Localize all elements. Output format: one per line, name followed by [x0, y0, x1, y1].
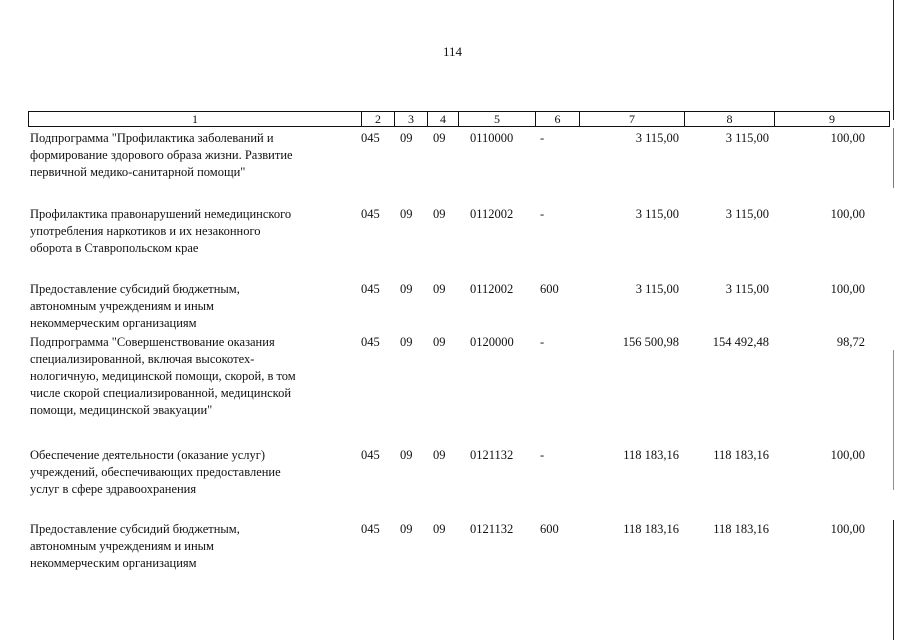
cell-subsection: 09 — [433, 207, 446, 221]
row-description — [30, 521, 350, 572]
table-header-col-2: 2 — [361, 112, 394, 126]
cell-percent: 100,00 — [830, 282, 865, 296]
row-description-line: помощи, медицинской эвакуации" — [30, 403, 213, 417]
cell-subsection: 09 — [433, 448, 446, 462]
cell-executed: 118 183,16 — [713, 522, 769, 536]
row-description-line: Обеспечение деятельности (оказание услуг) — [30, 448, 266, 462]
row-description — [30, 281, 350, 332]
cell-planned: 156 500,98 — [622, 335, 679, 349]
cell-expense-type: 600 — [540, 282, 559, 296]
cell-target-code: 0110000 — [470, 131, 514, 145]
cell-expense-type: - — [540, 448, 545, 462]
cell-executed: 3 115,00 — [725, 282, 769, 296]
cell-admin-code: 045 — [361, 282, 380, 296]
cell-section: 09 — [400, 207, 413, 221]
row-description-line: употребления наркотиков и их незаконного — [30, 224, 261, 238]
row-description-line: услуг в сфере здравоохранения — [30, 482, 197, 496]
table-header-col-6: 6 — [535, 112, 579, 126]
cell-subsection: 09 — [433, 131, 446, 145]
cell-target-code: 0121132 — [470, 448, 514, 462]
cell-executed: 154 492,48 — [712, 335, 769, 349]
cell-section: 09 — [400, 335, 413, 349]
cell-section: 09 — [400, 282, 413, 296]
cell-section: 09 — [400, 131, 413, 145]
table-header-col-1: 1 — [192, 112, 198, 126]
row-description-line: Предоставление субсидий бюджетным, — [30, 282, 240, 296]
cell-percent: 100,00 — [830, 522, 865, 536]
row-description-line: нологичную, медицинской помощи, скорой, в том — [30, 369, 296, 383]
cell-subsection: 09 — [433, 335, 446, 349]
row-description-line: оборота в Ставропольском крае — [30, 241, 199, 255]
row-description-line: автономным учреждениям и иным — [30, 299, 214, 313]
cell-percent: 100,00 — [830, 448, 865, 462]
cell-target-code: 0120000 — [470, 335, 514, 349]
scan-edge-mark — [893, 350, 894, 490]
scan-edge-mark — [893, 520, 894, 640]
cell-percent: 98,72 — [836, 335, 865, 349]
cell-planned: 118 183,16 — [623, 522, 679, 536]
cell-target-code: 0112002 — [470, 282, 514, 296]
row-description-line: некоммерческим организациям — [30, 316, 197, 330]
cell-expense-type: 600 — [540, 522, 559, 536]
row-description-line: Предоставление субсидий бюджетным, — [30, 522, 240, 536]
row-description-line: числе скорой специализированной, медицинской — [30, 386, 292, 400]
cell-percent: 100,00 — [830, 131, 865, 145]
cell-admin-code: 045 — [361, 207, 380, 221]
cell-target-code: 0121132 — [470, 522, 514, 536]
cell-planned: 118 183,16 — [623, 448, 679, 462]
table-header-col-4: 4 — [427, 112, 458, 126]
cell-expense-type: - — [540, 335, 545, 349]
table-header-col-7: 7 — [579, 112, 684, 126]
row-description-line: специализированной, включая высокотех- — [30, 352, 255, 366]
scan-edge-mark — [893, 0, 894, 120]
row-description — [30, 206, 350, 257]
table-header-col-5: 5 — [458, 112, 535, 126]
cell-executed: 3 115,00 — [725, 131, 769, 145]
cell-expense-type: - — [540, 207, 545, 221]
row-description-line: формирование здорового образа жизни. Развитие — [30, 148, 293, 162]
cell-admin-code: 045 — [361, 448, 380, 462]
cell-admin-code: 045 — [361, 131, 380, 145]
cell-section: 09 — [400, 448, 413, 462]
cell-executed: 118 183,16 — [713, 448, 769, 462]
row-description-line: Подпрограмма "Совершенствование оказания — [30, 335, 275, 349]
row-description — [30, 130, 350, 181]
table-header-col-9: 9 — [774, 112, 889, 126]
cell-planned: 3 115,00 — [635, 207, 679, 221]
row-description-line: Профилактика правонарушений немедицинского — [30, 207, 292, 221]
page-number: 114 — [442, 44, 463, 59]
table-header-row — [28, 111, 890, 127]
cell-admin-code: 045 — [361, 522, 380, 536]
cell-planned: 3 115,00 — [635, 282, 679, 296]
cell-planned: 3 115,00 — [635, 131, 679, 145]
table-header-col-3: 3 — [394, 112, 427, 126]
cell-executed: 3 115,00 — [725, 207, 769, 221]
scan-edge-mark — [893, 128, 894, 188]
cell-subsection: 09 — [433, 282, 446, 296]
row-description — [30, 447, 350, 498]
cell-expense-type: - — [540, 131, 545, 145]
cell-section: 09 — [400, 522, 413, 536]
table-header-col-8: 8 — [684, 112, 774, 126]
row-description — [30, 334, 350, 419]
cell-subsection: 09 — [433, 522, 446, 536]
row-description-line: Подпрограмма "Профилактика заболеваний и — [30, 131, 274, 145]
row-description-line: учреждений, обеспечивающих предоставление — [30, 465, 281, 479]
row-description-line: некоммерческим организациям — [30, 556, 197, 570]
cell-percent: 100,00 — [830, 207, 865, 221]
cell-admin-code: 045 — [361, 335, 380, 349]
row-description-line: автономным учреждениям и иным — [30, 539, 214, 553]
cell-target-code: 0112002 — [470, 207, 514, 221]
row-description-line: первичной медико-санитарной помощи" — [30, 165, 246, 179]
